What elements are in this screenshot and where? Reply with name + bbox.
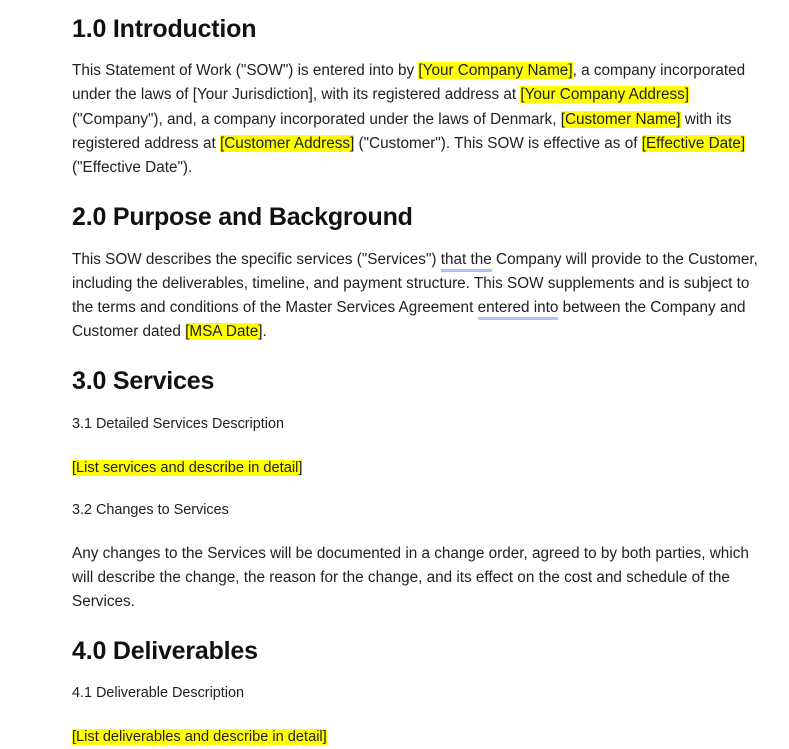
section-purpose-and-background [72, 202, 772, 344]
highlight-customer-address: [Customer Address] [219, 134, 355, 152]
section-introduction [72, 14, 772, 180]
highlight-list-services: [List services and describe in detail] [72, 459, 303, 476]
section-heading-1: 1.0 Introduction [72, 15, 257, 43]
paragraph-introduction [72, 59, 772, 180]
text-run: , a company incorporated under the laws of [Your Jurisdiction], with its registered address at [72, 62, 746, 104]
section-services [72, 366, 772, 614]
highlight-msa-date: [MSA Date] [185, 323, 263, 341]
paragraph-purpose [72, 248, 772, 345]
placeholder-deliverables [72, 725, 772, 749]
suggestion-entered-into[interactable]: entered into [478, 299, 559, 320]
section-heading-3: 3.0 Services [72, 367, 215, 396]
subsection-heading-3-2: 3.2 Changes to Services [72, 501, 229, 518]
section-heading-2: 2.0 Purpose and Background [72, 203, 413, 232]
suggestion-that-the[interactable]: that the [441, 251, 492, 272]
highlight-customer-name: [Customer Name] [560, 110, 681, 128]
highlight-list-deliverables: [List deliverables and describe in detail] [72, 729, 327, 746]
section-deliverables [72, 636, 772, 749]
subsection-heading-3-1: 3.1 Detailed Services Description [72, 415, 284, 432]
text-run: ("Customer"). This SOW is effective as of [354, 134, 642, 152]
text-run: This Statement of Work ("SOW") is entered into by [72, 62, 419, 80]
highlight-your-company-address: [Your Company Address] [520, 86, 690, 104]
subsection-heading-4-1: 4.1 Deliverable Description [72, 685, 244, 702]
placeholder-services [72, 456, 772, 480]
text-run: with its registered address at [72, 110, 732, 152]
text-run: This SOW describes the specific services ("Services") [72, 250, 441, 268]
paragraph-changes-to-services: Any changes to the Services will be documented in a change order, agreed to by both parties, which will describe the change, the reason for the change, and its effect on the cost and schedule of the Services. [72, 544, 749, 610]
highlight-effective-date: [Effective Date] [641, 134, 746, 152]
section-heading-4: 4.0 Deliverables [72, 637, 258, 666]
text-run: . [262, 323, 267, 341]
text-run: Company will provide to the Customer, including the deliverables, timeline, and payment structure. This SOW supplements and is subject to the terms and conditions of the Master Services Agreement [72, 250, 758, 316]
text-run: ("Effective Date"). [72, 159, 193, 177]
text-run: ("Company"), and, a company incorporated under the laws of Denmark, [72, 110, 561, 128]
text-run: between the Company and Customer dated [72, 298, 746, 341]
highlight-your-company-name: [Your Company Name] [418, 62, 573, 80]
